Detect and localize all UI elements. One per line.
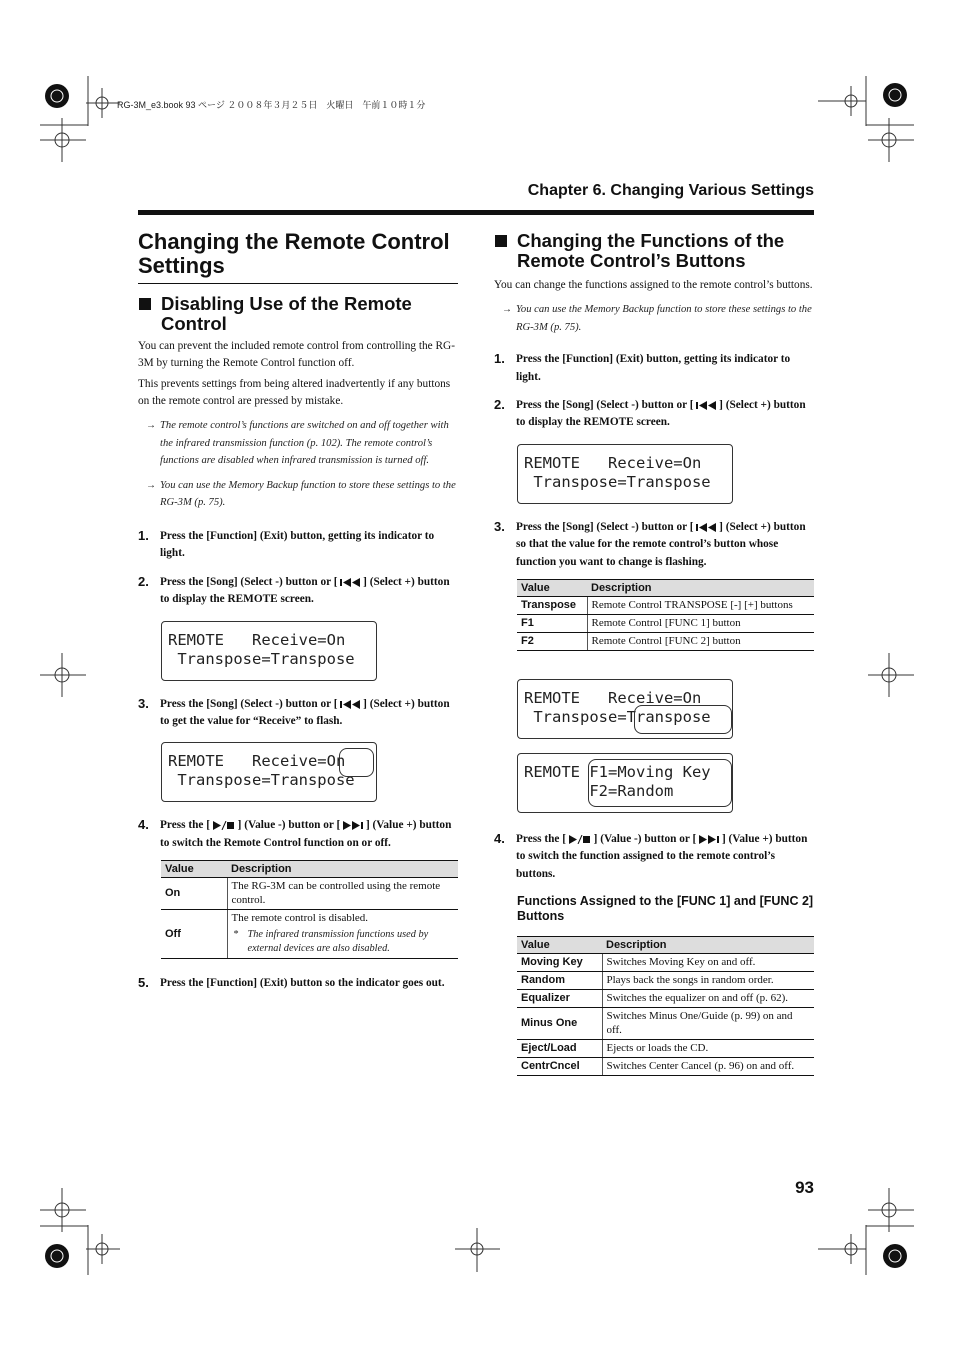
step-5: 5. Press the [Function] (Exit) button so the indicator goes out. <box>138 975 445 991</box>
step-4: 4. Press the [ ] (Value -) button or [ ] (Value +) button to switch the function assigned to the remote control’s buttons. <box>494 831 808 880</box>
table-row: Random Plays back the songs in random order. <box>517 972 814 990</box>
flash-highlight <box>634 705 732 734</box>
play-stop-icon <box>569 835 591 844</box>
lcd-display: REMOTE Receive=On Transpose=Transpose <box>517 679 733 739</box>
note: → You can use the Memory Backup function to store these settings to the RG-3M (p. 75). <box>494 301 814 336</box>
lcd-display: REMOTE Receive=On Transpose=Transpose <box>161 621 377 681</box>
arrow-icon: → <box>146 479 156 491</box>
flash-highlight <box>588 759 732 807</box>
table-row: Minus One Switches Minus One/Guide (p. 99) on and off. <box>517 1008 814 1040</box>
step-2: 2. Press the [Song] (Select -) button or [ ] (Select +) button to display the REMOTE screen. <box>138 573 450 606</box>
crop-header: RG-3M_e3.book 93 ページ ２００８年３月２５日 火曜日 午前１０時１分 <box>117 100 426 110</box>
step-1: 1. Press the [Function] (Exit) button, getting its indicator to light. <box>494 351 791 383</box>
table-row: Equalizer Switches the equalizer on and off (p. 62). <box>517 990 814 1008</box>
arrow-icon: → <box>146 420 156 431</box>
intro-paragraph: You can prevent the included remote control from controlling the RG-3M by turning the Remote Control function off. <box>138 340 455 369</box>
skip-forward-icon <box>699 835 719 844</box>
note: → The remote control’s functions are switched on and off together with the infrared transmission function (p. 102). The remote control’s functions are disabled when infrared transmission is turned off. <box>138 417 458 470</box>
table-row: Off The remote control is disabled. * The infrared transmission functions used by external devices are also disabled. <box>161 910 458 959</box>
table-row: F2 Remote Control [FUNC 2] button <box>517 633 814 651</box>
section-heading-functions: Changing the Functions of the Remote Control’s Buttons <box>494 231 814 271</box>
square-bullet-icon <box>139 298 151 310</box>
square-bullet-icon <box>495 235 507 247</box>
intro-paragraph: You can change the functions assigned to the remote control’s buttons. <box>494 279 813 291</box>
table-row: Eject/Load Ejects or loads the CD. <box>517 1040 814 1058</box>
page-title: Changing the Remote Control Settings <box>138 230 458 284</box>
chapter-title: Chapter 6. Changing Various Settings <box>527 182 814 199</box>
lcd-display: REMOTE Receive=On Transpose=Transpose <box>517 444 733 504</box>
flash-highlight <box>339 748 374 777</box>
table-row: Transpose Remote Control TRANSPOSE [-] [+] buttons <box>517 597 814 615</box>
lcd-display: REMOTE Receive=On Transpose=Transpose <box>161 742 377 802</box>
note: → You can use the Memory Backup function to store these settings to the RG-3M (p. 75). <box>138 477 458 512</box>
skip-back-icon <box>696 523 716 532</box>
table-row: F1 Remote Control [FUNC 1] button <box>517 615 814 633</box>
arrow-icon: → <box>502 304 512 315</box>
step-3: 3. Press the [Song] (Select -) button or [ ] (Select +) button so that the value for the remote control’s button whose function you want to change is flashing. <box>494 518 806 568</box>
table-row: On The RG-3M can be controlled using the remote control. <box>161 878 458 910</box>
intro-paragraph: This prevents settings from being altered inadvertently if any buttons on the remote control are pressed by mistake. <box>138 378 451 407</box>
functions-table: Value Description Moving Key Switches Moving Key on and off. Random Plays back the songs in random order. Equalizer Switches the equalizer on and off (p. 62). Minus One Switches Minus One/Guide (p. 99) on and off. Eject/Load Ejects or loads the CD. CentrCncel Switches Center Cancel (p. 96) on and off. <box>517 936 814 1076</box>
left-column <box>138 228 458 993</box>
lcd-display: REMOTE F1=Moving Key F2=Random <box>517 753 733 813</box>
section-heading-disable: Disabling Use of the Remote Control <box>138 294 458 334</box>
table-row: CentrCncel Switches Center Cancel (p. 96) on and off. <box>517 1058 814 1076</box>
step-2: 2. Press the [Song] (Select -) button or [ ] (Select +) button to display the REMOTE screen. <box>494 397 806 429</box>
table-row: Moving Key Switches Moving Key on and off. <box>517 954 814 972</box>
table-note: * The infrared transmission functions used by external devices are also disabled. <box>233 929 429 955</box>
page-number: 93 <box>795 1178 814 1197</box>
skip-back-icon <box>340 700 360 709</box>
skip-back-icon <box>340 578 360 587</box>
top-rule <box>138 210 814 215</box>
value-table: Value Description Transpose Remote Control TRANSPOSE [-] [+] buttons F1 Remote Control [FUNC 1] button F2 Remote Control [FUNC 2] button <box>517 579 814 651</box>
skip-back-icon <box>696 401 716 410</box>
step-3: 3. Press the [Song] (Select -) button or [ ] (Select +) button to get the value for “Receive” to flash. <box>138 695 450 727</box>
play-stop-icon <box>213 821 235 830</box>
step-4: 4. Press the [ ] (Value -) button or [ ] (Value +) button to switch the Remote Control function on or off. <box>138 817 452 849</box>
value-table: Value Description On The RG-3M can be controlled using the remote control. Off The remote control is disabled. * The infrared transmission functions used by external devices are also disabled. <box>161 860 458 959</box>
skip-forward-icon <box>343 821 363 830</box>
subheading-functions: Functions Assigned to the [FUNC 1] and [FUNC 2] Buttons <box>517 894 814 924</box>
right-column <box>494 228 814 1076</box>
step-1: 1. Press the [Function] (Exit) button, getting its indicator to light. <box>138 527 435 560</box>
